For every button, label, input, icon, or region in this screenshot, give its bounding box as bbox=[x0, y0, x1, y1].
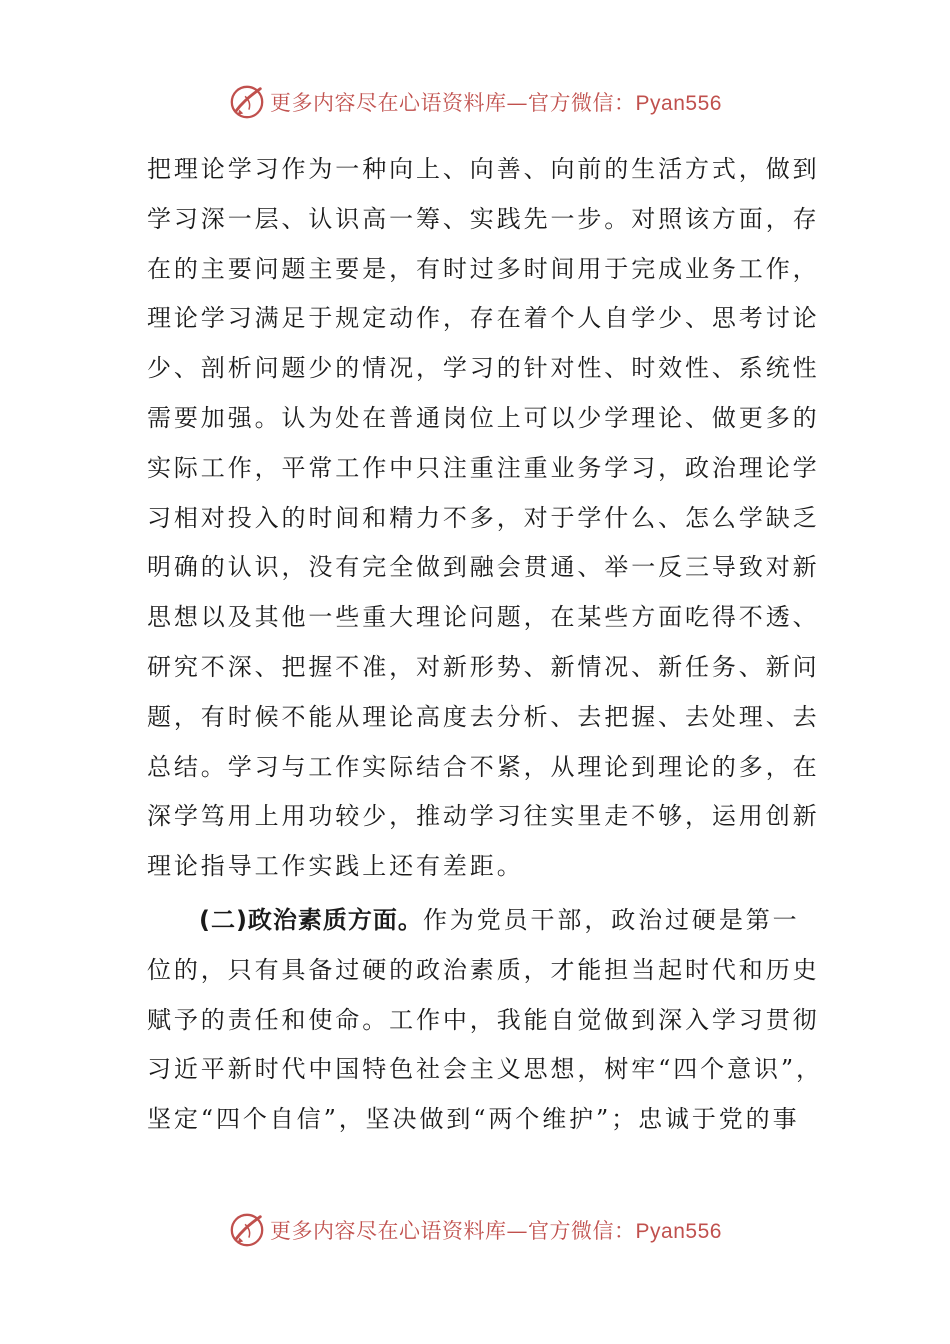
text-line: 题，有时候不能从理论高度去分析、去把握、去处理、去 bbox=[147, 702, 820, 731]
section-heading: (二)政治素质方面。 bbox=[199, 905, 423, 934]
text-line: 习近平新时代中国特色社会主义思想，树牢“四个意识”， bbox=[147, 1055, 823, 1084]
text-line-rest: 作为党员干部，政治过硬是第一 bbox=[422, 905, 800, 934]
text-line: 明确的认识，没有完全做到融会贯通、举一反三导致对新 bbox=[147, 553, 820, 582]
text-line: 思想以及其他一些重大理论问题，在某些方面吃得不透、 bbox=[147, 603, 820, 632]
text-line: 少、剖析问题少的情况，学习的针对性、时效性、系统性 bbox=[147, 354, 820, 383]
watermark-text bbox=[270, 1215, 722, 1245]
text-line: 理论指导工作实践上还有差距。 bbox=[147, 852, 524, 881]
footer-watermark bbox=[0, 1208, 950, 1252]
text-line: 把理论学习作为一种向上、向善、向前的生活方式，做到 bbox=[147, 155, 820, 183]
pen-logo-icon bbox=[228, 83, 266, 121]
text-line: 赋予的责任和使命。工作中，我能自觉做到深入学习贯彻 bbox=[147, 1005, 820, 1034]
text-line: 学习深一层、认识高一筹、实践先一步。对照该方面，存 bbox=[147, 204, 820, 233]
watermark-text bbox=[270, 87, 722, 117]
document-body bbox=[147, 145, 823, 1145]
header-watermark bbox=[0, 80, 950, 124]
text-line: 坚定“四个自信”，坚决做到“两个维护”；忠诚于党的事 bbox=[147, 1105, 800, 1134]
text-line: 需要加强。认为处在普通岗位上可以少学理论、做更多的 bbox=[147, 403, 820, 432]
text-line: 位的，只有具备过硬的政治素质，才能担当起时代和历史 bbox=[147, 955, 820, 984]
text-line: 在的主要问题主要是，有时过多时间用于完成业务工作， bbox=[147, 254, 820, 283]
section-heading-line bbox=[147, 896, 807, 946]
text-line: 研究不深、把握不准，对新形势、新情况、新任务、新问 bbox=[147, 652, 820, 681]
text-line: 总结。学习与工作实际结合不紧，从理论到理论的多，在 bbox=[147, 752, 820, 781]
text-line: 习相对投入的时间和精力不多，对于学什么、怎么学缺乏 bbox=[147, 503, 820, 532]
pen-logo-icon bbox=[228, 1211, 266, 1249]
text-line: 实际工作，平常工作中只注重注重业务学习，政治理论学 bbox=[147, 453, 820, 482]
text-line: 理论学习满足于规定动作，存在着个人自学少、思考讨论 bbox=[147, 304, 820, 333]
watermark-wechat-id: Pyan556 bbox=[635, 92, 722, 115]
watermark-label: 更多内容尽在心语资料库—官方微信： bbox=[270, 91, 636, 115]
text-line: 深学笃用上用功较少，推动学习往实里走不够，运用创新 bbox=[147, 802, 820, 831]
watermark-wechat-id: Pyan556 bbox=[635, 1220, 722, 1243]
watermark-label: 更多内容尽在心语资料库—官方微信： bbox=[270, 1219, 636, 1243]
